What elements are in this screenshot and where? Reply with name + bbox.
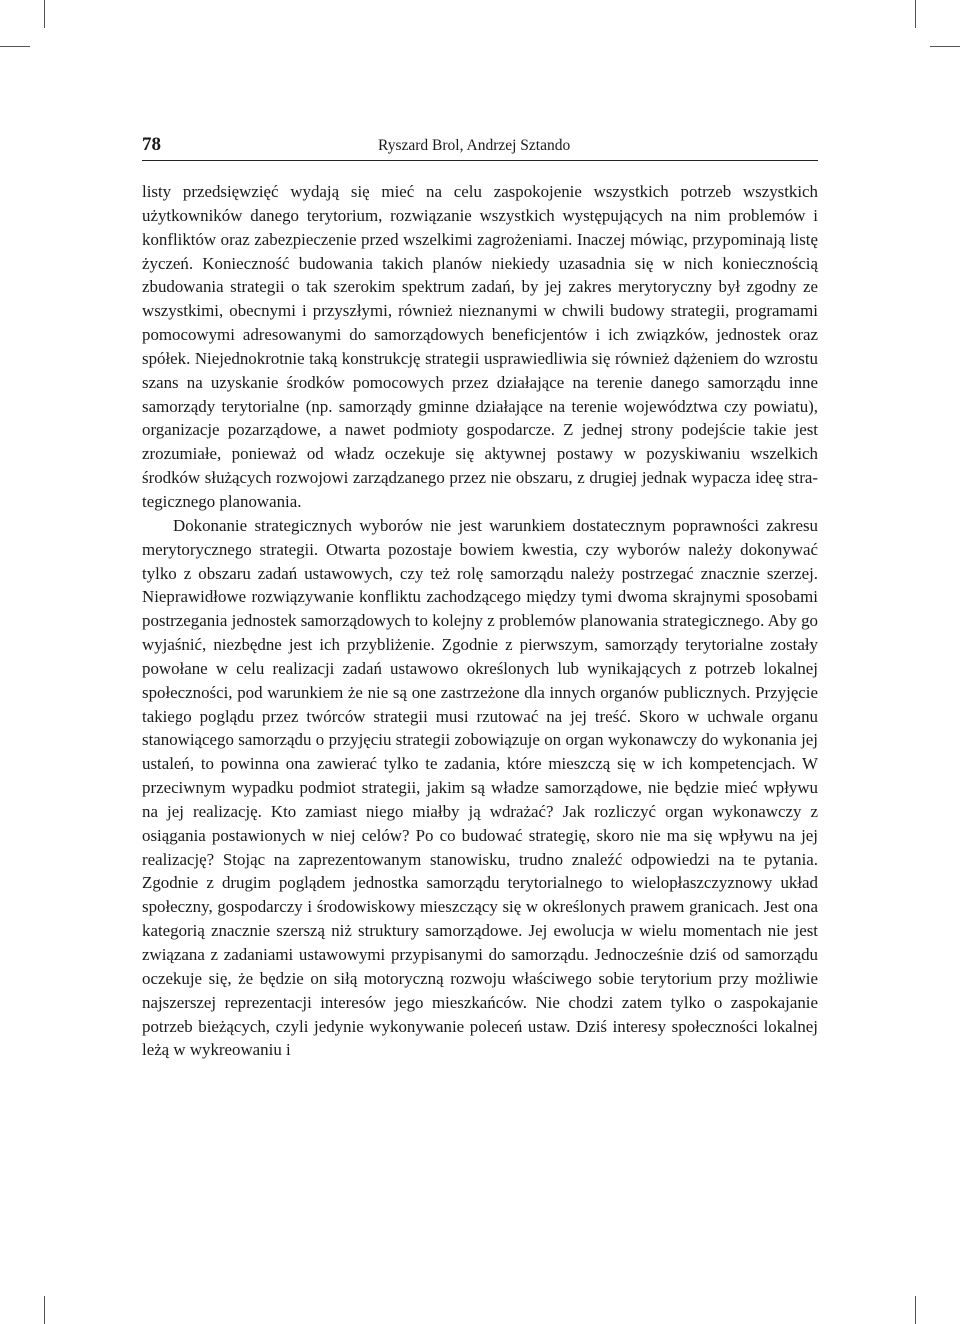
body-text — [142, 180, 818, 1062]
page-header — [142, 134, 818, 161]
crop-mark — [44, 1296, 45, 1324]
crop-mark — [915, 0, 916, 28]
crop-mark — [44, 0, 45, 28]
running-head-authors: Ryszard Brol, Andrzej Sztando — [378, 137, 571, 154]
page-number: 78 — [142, 134, 161, 155]
crop-mark — [915, 1296, 916, 1324]
crop-mark — [0, 46, 30, 47]
crop-mark — [930, 46, 960, 47]
paragraph: listy przedsięwzięć wydają się mieć na celu zaspokojenie wszystkich potrzeb wszystkich użytkowników danego terytorium, rozwiązanie wszystkich występujących na nim problemów i konfliktów oraz zabezpieczenie przed wszelkimi zagrożeniami. Inaczej mówiąc, przypominają listę życzeń. Konieczność budowania takich planów niekiedy uzasadnia się w nich koniecznością zbudowania strategii o tak szerokim spektrum zadań, by jej zakres merytoryczny był zgodny ze wszystkimi, obecnymi i przyszłymi, również nieznanymi w chwili budowy strategii, programami pomocowymi adresowanymi do samorządowych beneficjentów i ich związków, jednostek oraz spółek. Niejednokrotnie taką konstrukcję strategii usprawiedliwia się również dążeniem do wzrostu szans na uzyskanie środków pomocowych przez działające na terenie danego samorządu inne samorządy terytorialne (np. samorządy gminne działające na terenie województwa czy powiatu), organizacje pozarządowe, a nawet podmioty gospodarcze. Z jednej strony podejście takie jest zrozumiałe, ponieważ od władz oczekuje się aktywnej postawy w pozyskiwaniu wszelkich środków służących rozwojowi zarządzanego przez nie obszaru, z drugiej jednak wypacza ideę strategicznego planowania. — [142, 182, 818, 511]
paragraph: Dokonanie strategicznych wyborów nie jest warunkiem dostatecznym poprawności zakresu merytorycznego strategii. Otwarta pozostaje bowiem kwestia, czy wyborów należy dokonywać tylko z obszaru zadań ustawowych, czy też rolę samorządu należy postrzegać znacznie szerzej. Nieprawidłowe rozwiązywanie konfliktu zachodzącego między tymi dwoma skrajnymi sposobami postrzegania jednostek samorządowych to kolejny z problemów planowania strategicznego. Aby go wyjaśnić, niezbędne jest ich przybliżenie. Zgodnie z pierwszym, samorządy terytorialne zostały powołane w celu realizacji zadań ustawowo określonych lub wynikających z potrzeb lokalnej społeczności, pod warunkiem że nie są one zastrzeżone dla innych organów publicznych. Przyjęcie takiego poglądu przez twórców strategii musi rzutować na jej treść. Skoro w uchwale organu stanowiącego samorządu o przyjęciu strategii zobowiązuje on organ wykonawczy do wykonania jej ustaleń, to powinna ona zawierać tylko te zadania, które mieszczą się w ich kompetencjach. W przeciwnym wypadku podmiot strategii, jakim są władze samorządowe, nie będzie mieć wpływu na jej realizację. Kto zamiast niego miałby ją wdrażać? Jak rozliczyć organ wykonawczy z osiągania postawionych w niej celów? Po co budować strategię, skoro nie ma się wpływu na jej realizację? Stojąc na zaprezentowanym stanowisku, trudno znaleźć odpowiedzi na te pytania. Zgodnie z drugim poglądem jednostka samorządu terytorialnego to wielopłaszczyznowy układ społeczny, gospodarczy i środowiskowy mieszczący się w określonych prawem granicach. Jest ona kategorią znacznie szerszą niż struktury samorządowe. Jej ewolucja w wielu momentach nie jest związana z zadaniami ustawowymi przypisanymi do samorządu. Jednocześnie dziś od samorządu oczekuje się, że będzie on siłą motoryczną rozwoju właściwego sobie terytorium przy możliwie najszerszej reprezentacji interesów jego mieszkańców. Nie chodzi zatem tylko o zaspokajanie potrzeb bieżących, czyli jedynie wykonywanie poleceń ustaw. Dziś interesy społeczności lokalnej leżą w wykreowaniu i — [142, 515, 818, 1060]
